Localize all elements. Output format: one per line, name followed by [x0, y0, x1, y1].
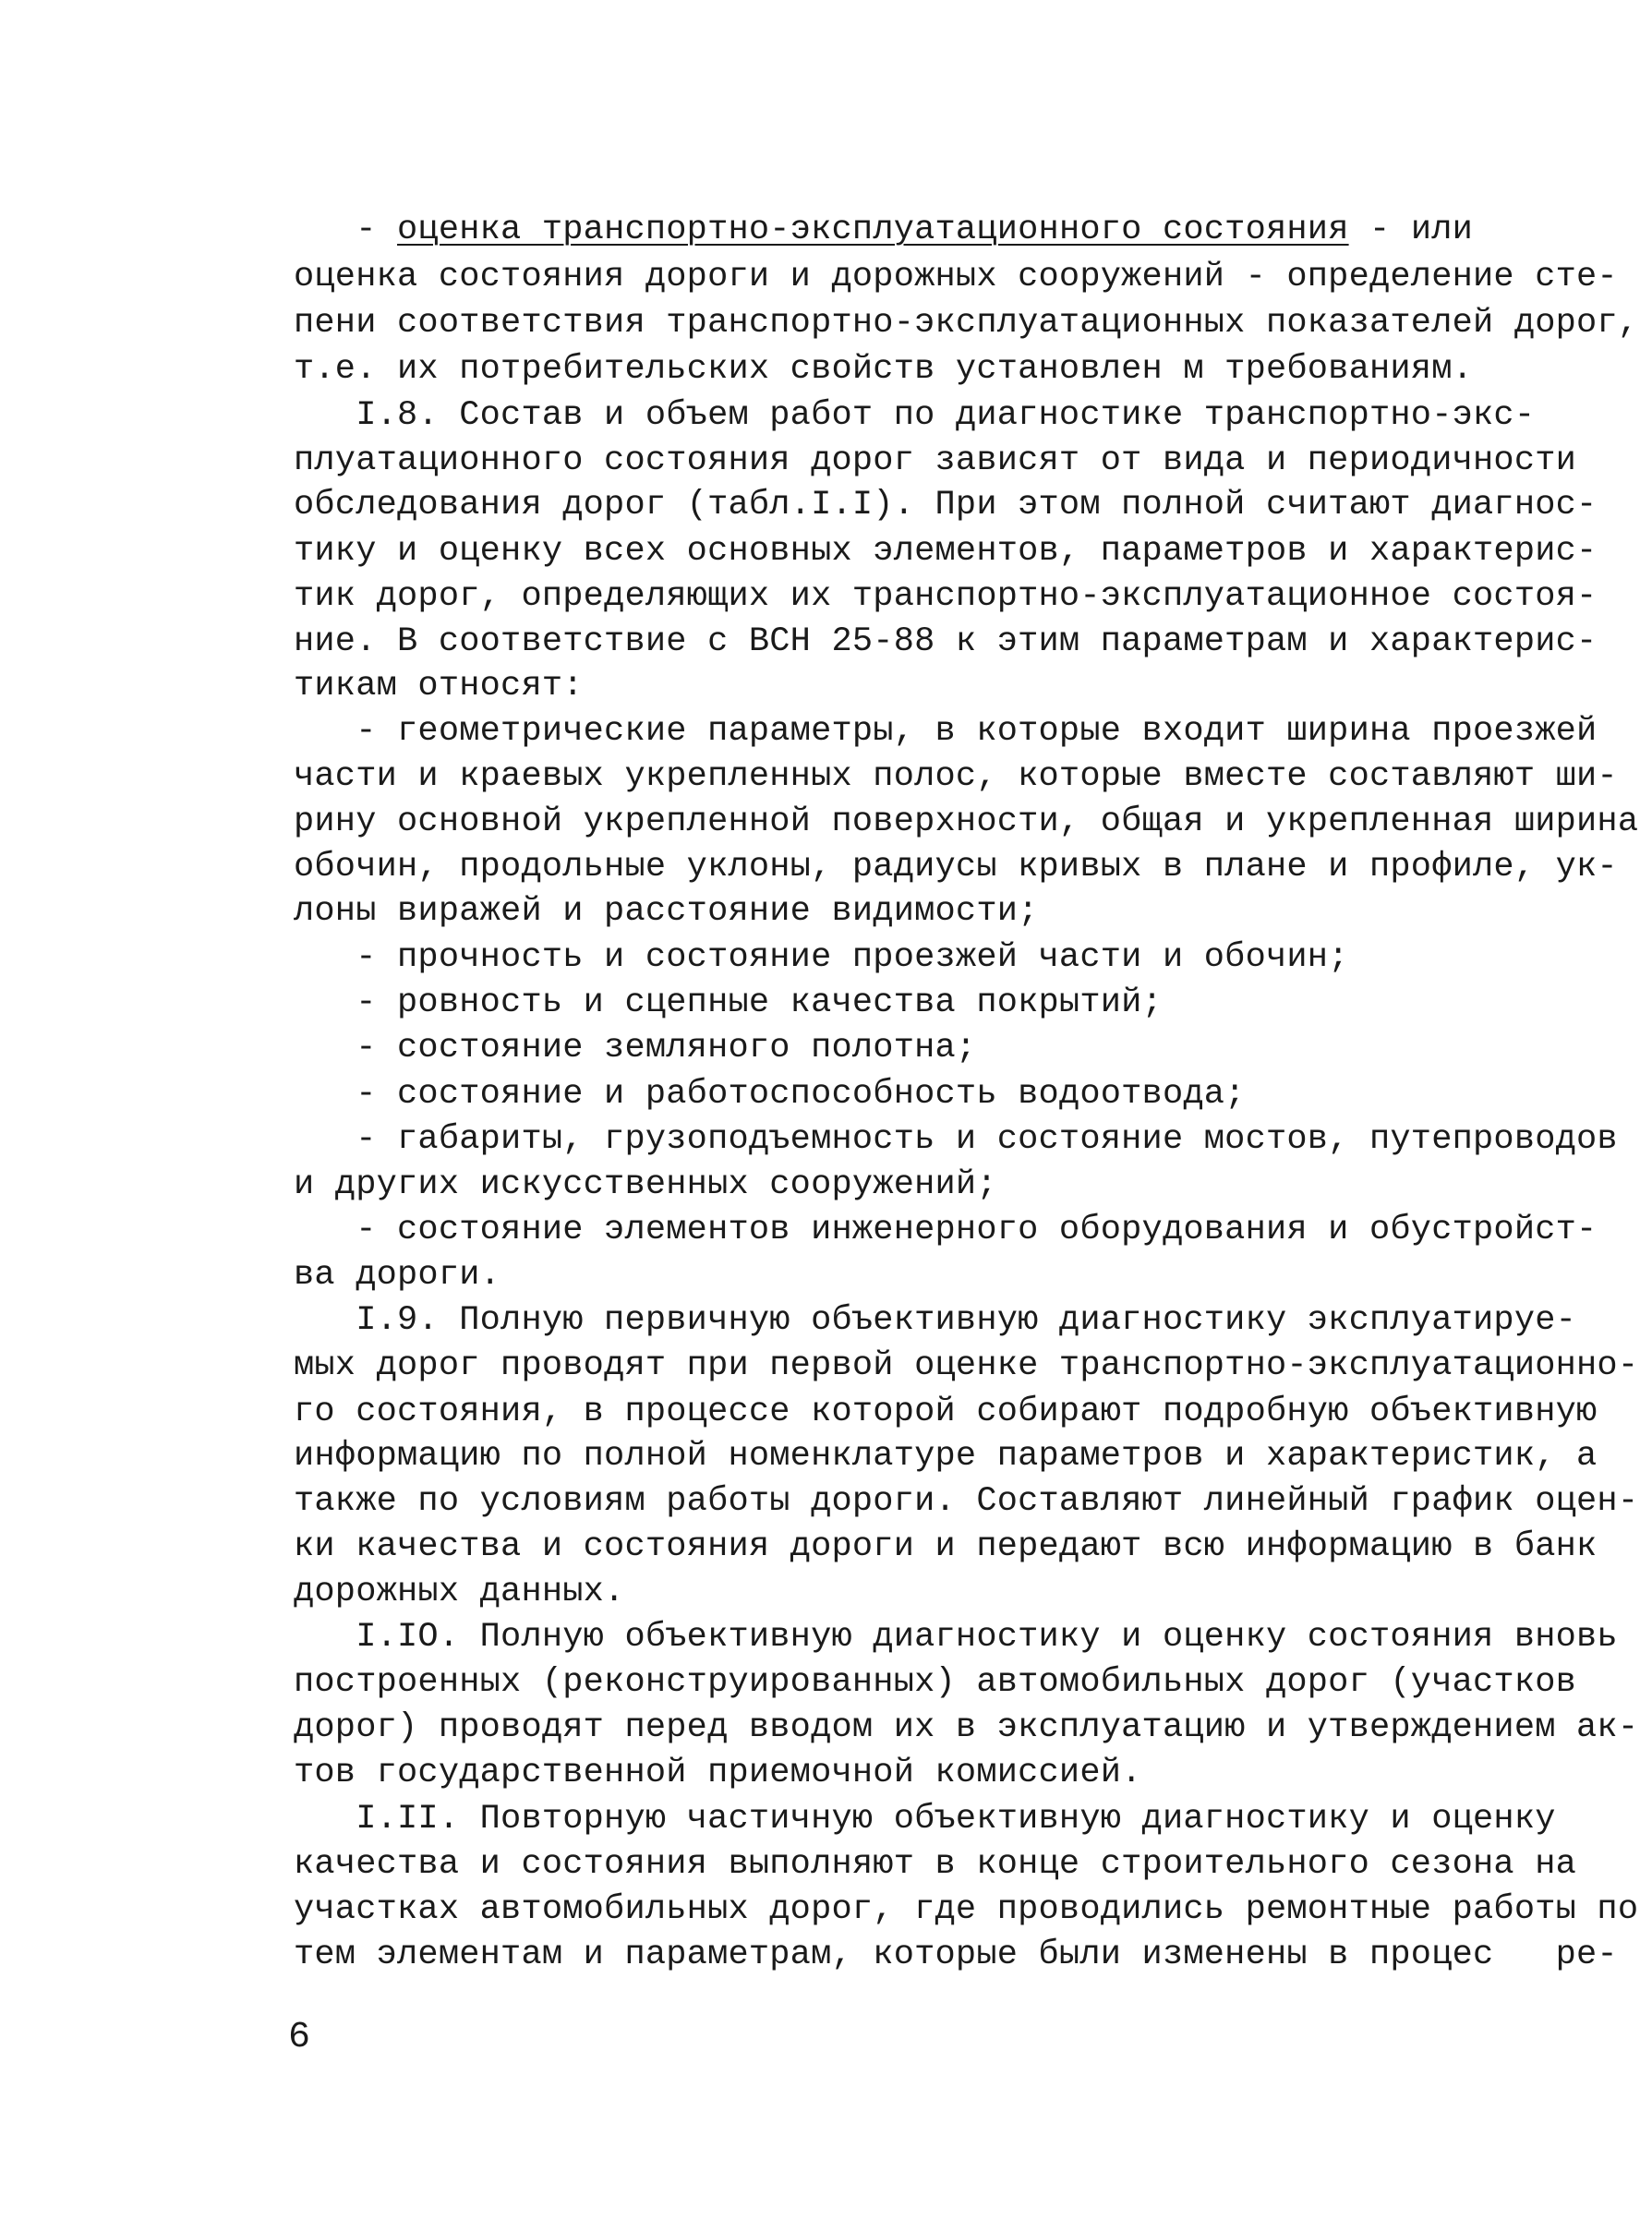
text-line: - состояние и работоспособность водоотвода; [294, 1075, 1246, 1114]
text-line: оценка состояния дороги и дорожных сооружений - определение сте- [294, 258, 1618, 296]
text-line: дорог) проводят перед вводом их в эксплуатацию и утверждением ак- [294, 1708, 1639, 1747]
text-line: ва дороги. [294, 1256, 501, 1295]
text-line: построенных (реконструированных) автомобильных дорог (участков [294, 1663, 1577, 1702]
text-line: дорожных данных. [294, 1573, 625, 1611]
text-line: тем элементам и параметрам, которые были изменены в процес ре- [294, 1936, 1618, 1974]
text-line: - геометрические параметры, в которые входит ширина проезжей [294, 712, 1598, 751]
text-line: го состояния, в процессе которой собирают подробную объективную [294, 1393, 1598, 1431]
text-line: тик дорог, определяющих их транспортно-эксплуатационное состоя- [294, 577, 1598, 616]
text-line: I.9. Полную первичную объективную диагностику эксплуатируе- [294, 1301, 1577, 1340]
text-line: тикам относят: [294, 667, 584, 705]
text-line: лоны виражей и расстояние видимости; [294, 892, 1039, 931]
text-line: обочин, продольные уклоны, радиусы кривых в плане и профиле, ук- [294, 848, 1618, 886]
text-line: I.II. Повторную частичную объективную диагностику и оценку [294, 1800, 1556, 1839]
text-line: ние. В соответствие с ВСН 25-88 к этим параметрам и характерис- [294, 622, 1598, 661]
text-line: - состояние земляного полотна; [294, 1029, 977, 1067]
text-line: мых дорог проводят при первой оценке транспортно-эксплуатационно- [294, 1346, 1639, 1385]
text-line-1 [294, 208, 1473, 252]
text-line: также по условиям работы дороги. Составляют линейный график оцен- [294, 1482, 1639, 1521]
line-1-prefix: - [294, 211, 398, 249]
underlined-term: оценка транспортно-эксплуатационного состояния [397, 211, 1349, 249]
page-number: 6 [288, 2017, 311, 2058]
text-line: тику и оценку всех основных элементов, параметров и характерис- [294, 532, 1598, 571]
text-line: пени соответствия транспортно-эксплуатационных показателей дорог, [294, 304, 1639, 343]
text-line: обследования дорог (табл.I.I). При этом полной считают диагнос- [294, 486, 1598, 525]
text-line: - габариты, грузоподъемность и состояние мостов, путепроводов [294, 1120, 1618, 1159]
text-line: - ровность и сцепные качества покрытий; [294, 983, 1163, 1022]
text-line: тов государственной приемочной комиссией. [294, 1754, 1142, 1792]
text-line: рину основной укрепленной поверхности, общая и укрепленная ширина [294, 802, 1639, 841]
text-line: части и краевых укрепленных полос, которые вместе составляют ши- [294, 757, 1618, 796]
text-line: плуатационного состояния дорог зависят от вида и периодичности [294, 441, 1577, 480]
text-line: информацию по полной номенклатуре параметров и характеристик, а [294, 1437, 1598, 1476]
text-line: ки качества и состояния дороги и передают всю информацию в банк [294, 1527, 1598, 1566]
text-line: I.IO. Полную объективную диагностику и оценку состояния вновь [294, 1618, 1618, 1657]
text-line: - состояние элементов инженерного оборудования и обустройст- [294, 1211, 1598, 1249]
text-line: и других искусственных сооружений; [294, 1165, 997, 1204]
text-line: т.е. их потребительских свойств установлен м требованиям. [294, 350, 1474, 389]
text-line: I.8. Состав и объем работ по диагностике транспортно-экс- [294, 396, 1536, 435]
text-line: качества и состояния выполняют в конце строительного сезона на [294, 1845, 1577, 1884]
line-1-suffix: - или [1348, 211, 1474, 249]
text-line: - прочность и состояние проезжей части и обочин; [294, 938, 1349, 977]
text-line: участках автомобильных дорог, где проводились ремонтные работы по [294, 1890, 1639, 1929]
